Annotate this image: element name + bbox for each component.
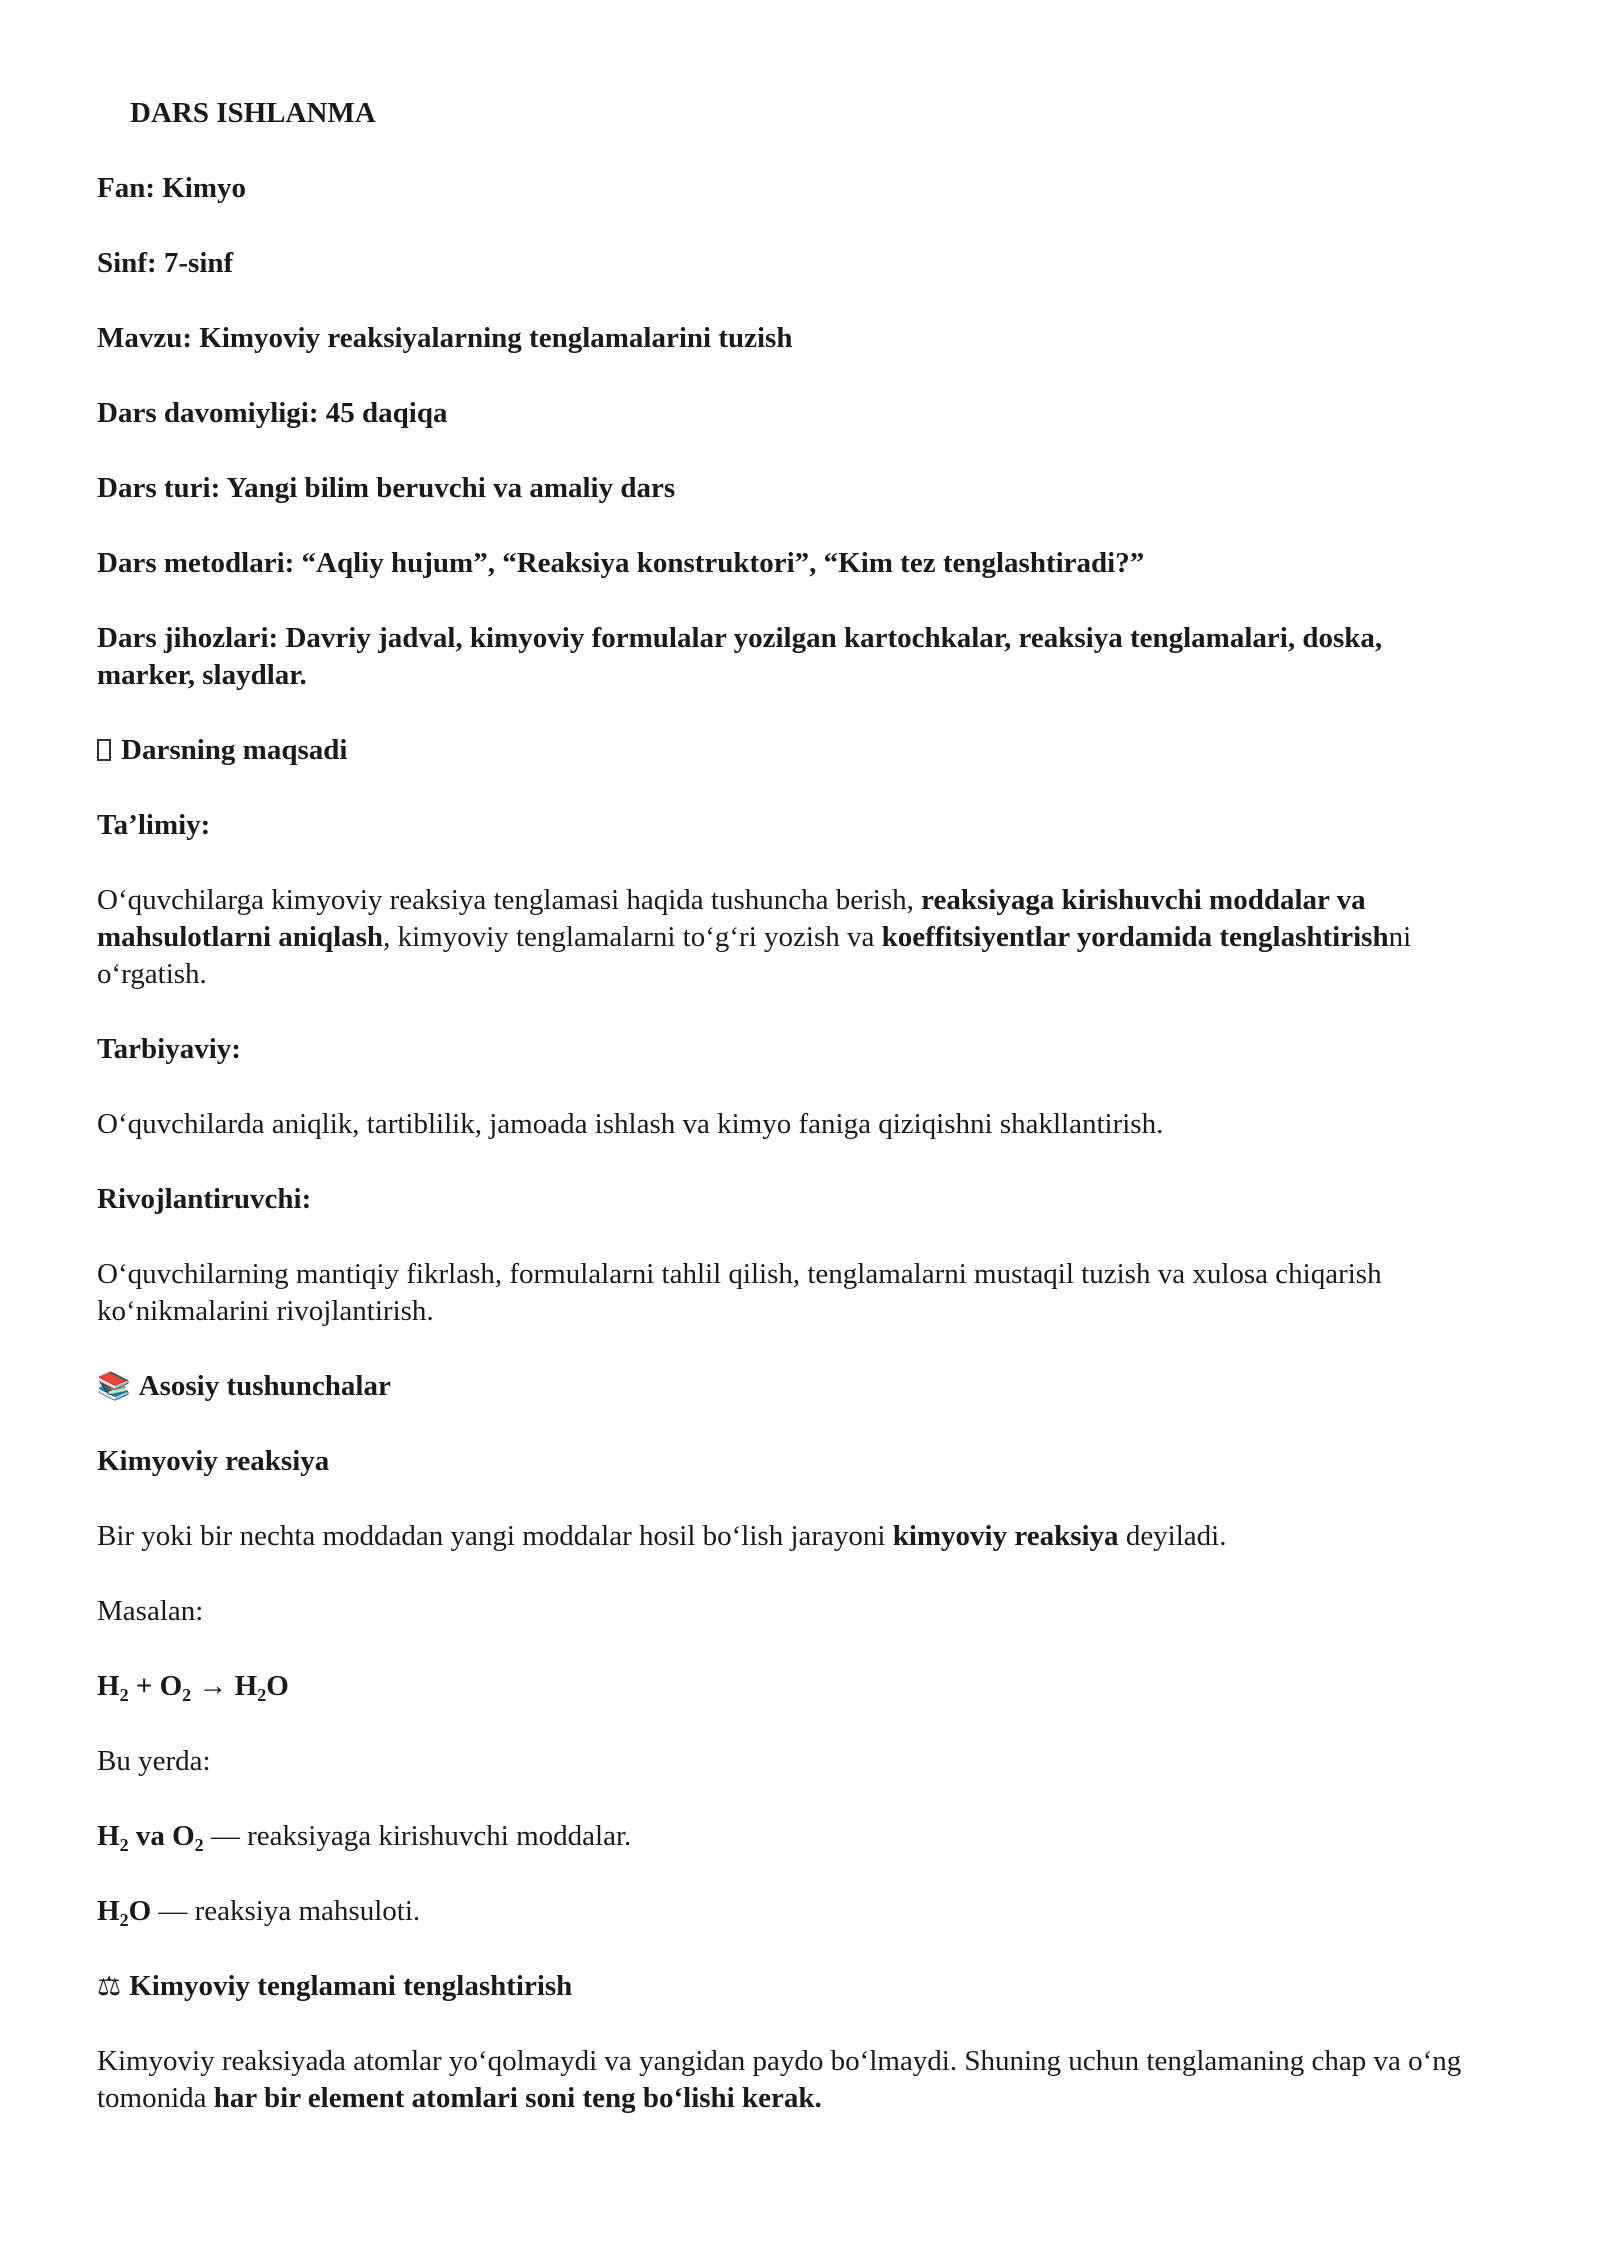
example-label: Masalan: [97,1595,204,1627]
section-concepts-title: Asosiy tushunchalar [138,1370,391,1402]
section-goal-title: Darsning maqsadi [121,734,348,766]
section-balancing-heading [97,1968,1470,2005]
meta-methods: Dars metodlari: “Aqliy hujum”, “Reaksiya konstruktori”, “Kim tez tenglashtiradi?” [97,547,1145,579]
educational-heading: Ta’limiy: [97,809,211,841]
subscript: 2 [119,1910,129,1930]
subscript: 2 [182,1685,192,1705]
text-run: — reaksiyaga kirishuvchi moddalar. [203,1820,632,1852]
reaction-equation [97,1668,1470,1705]
educational-paragraph [97,882,1470,993]
meta-equipment: Dars jihozlari: Davriy jadval, kimyoviy formulalar yozilgan kartochkalar, reaksiya tenglamalari, doska, marker, slaydlar. [97,622,1383,691]
text-run: — reaksiya mahsuloti. [151,1895,421,1927]
formula-part: → H [191,1670,258,1702]
formula-part: O [128,1895,152,1927]
text-run-bold: koeffitsiyentlar yordamida tenglashtirish [881,921,1389,953]
scales-icon: ⚖ [97,1971,122,2002]
here-label: Bu yerda: [97,1745,211,1777]
upbringing-paragraph: O‘quvchilarda aniqlik, tartiblilik, jamoada ishlash va kimyo faniga qiziqishni shakllantirish. [97,1108,1164,1140]
formula-part: H [97,1820,120,1852]
upbringing-heading: Tarbiyaviy: [97,1033,241,1065]
formula-part: O [266,1670,289,1702]
subscript: 2 [119,1835,129,1855]
text-run-bold: kimyoviy reaksiya [892,1520,1119,1552]
section-goal-heading [97,732,1470,769]
text-run: deyiladi. [1118,1520,1227,1552]
text-run: ni o‘rgatish. [97,921,1412,990]
meta-duration: Dars davomiyligi: 45 daqiqa [97,397,448,429]
text-run-bold: reaksiyaga kirishuvchi moddalar va mahsulotlarni aniqlash [97,884,1366,953]
text-run: , kimyoviy tenglamalarni to‘g‘ri yozish va [383,921,882,953]
formula-part: va O [128,1820,195,1852]
text-run: Bir yoki bir nechta moddadan yangi moddalar hosil bo‘lish jarayoni [97,1520,893,1552]
meta-grade: Sinf: 7-sinf [97,247,234,279]
formula-part: + O [128,1670,183,1702]
definition-paragraph [97,1518,1470,1555]
reactants-line [97,1818,1470,1855]
balancing-paragraph [97,2043,1470,2117]
chemical-reaction-heading: Kimyoviy reaksiya [97,1445,330,1477]
text-run-bold: har bir element atomlari soni teng bo‘lishi kerak. [213,2082,822,2114]
meta-subject: Fan: Kimyo [97,172,247,204]
subscript: 2 [194,1835,204,1855]
document-title: DARS ISHLANMA [130,97,376,129]
text-run: Kimyoviy reaksiyada atomlar yo‘qolmaydi va yangidan paydo bo‘lmaydi. Shuning uchun tenglamaning chap va o‘ng tomonida [97,2045,1462,2114]
developmental-paragraph: O‘quvchilarning mantiqiy fikrlash, formulalarni tahlil qilish, tenglamalarni mustaqil tuzish va xulosa chiqarish ko‘nikmalarini rivojlantirish. [97,1258,1382,1327]
subscript: 2 [119,1685,129,1705]
formula-part: H [97,1895,120,1927]
books-icon: 📚 [97,1371,131,1402]
developmental-heading: Rivojlantiruvchi: [97,1183,312,1215]
text-run: O‘quvchilarga kimyoviy reaksiya tenglamasi haqida tushuncha berish, [97,884,922,916]
subscript: 2 [257,1685,267,1705]
meta-topic: Mavzu: Kimyoviy reaksiyalarning tenglamalarini tuzish [97,322,793,354]
formula-part: H [97,1670,120,1702]
missing-glyph-icon [97,739,111,761]
section-balancing-title: Kimyoviy tenglamani tenglashtirish [129,1970,573,2002]
product-line [97,1893,1470,1930]
meta-lesson-type: Dars turi: Yangi bilim beruvchi va amaliy dars [97,472,676,504]
section-concepts-heading [97,1368,1470,1405]
